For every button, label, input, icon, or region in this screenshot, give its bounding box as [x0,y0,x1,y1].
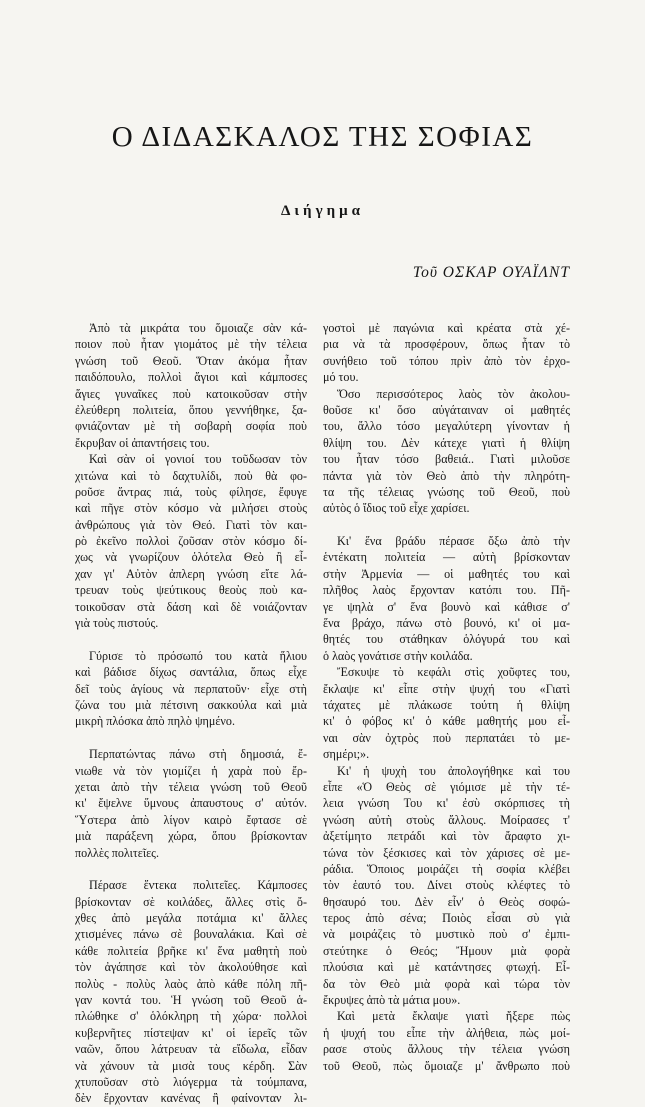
text-line: νὰ χάνουν τὰ μισὰ τους κέρδη. Σὰν [75,1058,307,1073]
text-line: γε ψηλὰ σ' ἕνα βουνὸ καὶ κάθισε σ' [323,599,570,614]
text-line: ἔκλαψε κι' εἶπε στὴν ψυχή του «Γιατὶ [323,681,570,696]
text-line: τρευαν τοὺς ψεύτικους θεοὺς ποὺ κα- [75,583,307,598]
text-line: ἀνθρώπους γιὰ τὸν Θεό. Γιατὶ τὸν και- [75,517,307,532]
text-line: ποιον ποὺ ἦταν γιομάτος μὲ τὴν τέλεια [75,337,307,352]
text-line: χθες ἀπὸ μεγάλα ποτάμια κι' ἄλλες [75,911,307,926]
text-line: ἀξετίμητο πετράδι καὶ τὸν ἄραφτο χι- [323,829,570,844]
text-line: ναῶν, ὅπου λάτρευαν τὰ εἴδωλα, εἶδαν [75,1042,307,1057]
text-line: τοῦ Θεοῦ, πὼς ὅμοιαζε μ' ἄνθρωπο ποὺ [323,1058,570,1073]
text-line: ἕνα βράχο, πάνω στὸ βουνό, κι' οἱ μα- [323,616,570,631]
text-line: φνιάζονταν μὲ τὴ σοβαρὴ σοφία ποὺ [75,419,307,434]
text-line: ἅγιες γυναῖκες ποὺ κατοικοῦσαν στὴν [75,386,307,401]
text-line: Καὶ μετὰ ἔκλαψε γιατὶ ἤξερε πὼς [337,1009,570,1024]
text-line [75,631,307,647]
text-line: ζώνα του μιὰ πέτσινη σακκούλα καὶ μιὰ [75,697,307,712]
text-line: στεύτηκε ὁ Θεός; Ἤμουν μιὰ φορὰ [323,943,570,958]
text-line: Κι' ἕνα βράδυ πέρασε ὄξω ἀπὸ τὴν [337,534,570,549]
text-line: του, ἄλλο τόσο μεγαλύτερη γίνονταν ἡ [323,419,570,434]
text-line: Καὶ σὰν οἱ γονιοί του τοῦδωσαν τὸν [89,452,307,467]
text-line: τὸν ἀγάπησε καὶ τὸν ἀκολούθησε καὶ [75,960,307,975]
text-line: χεται ἀπὸ τὴν τέλεια γνώση τοῦ Θεοῦ [75,779,307,794]
text-line: ἔκρυψες ἀπὸ τὰ μάτια μου». [323,993,461,1008]
author-byline: Τοῦ ΟΣΚΑΡ ΟΥΑΪΛΝΤ [412,264,570,281]
text-line: παιδόπουλο, πολλοὶ ἅγιοι καὶ κάμποσες [75,370,307,385]
text-line: τα τῆς τέλειας γνώσης τοῦ Θεοῦ, ποὺ [323,484,570,499]
text-line: ρὸ ἐκεῖνο πολλοὶ ζοῦσαν στὸν κόσμο δί- [75,534,307,549]
text-line: βρίσκονταν σὲ κοιλάδες, ἄλλες στὶς ὄ- [75,894,307,909]
text-line: κυβερνῆτες πίστεψαν κι' οἱ ἱερεῖς τῶν [75,1025,307,1040]
text-line: πάντα γιὰ τὸν Θεὸ ἀπὸ τὴν πληρότη- [323,468,570,483]
text-line: κι' ἔψελνε ὕμνους ἀπαυστους σ' αὐτόν. [75,796,307,811]
text-line: τώνα τὸν ξέσκισες καὶ τὸν χάρισες σὲ με- [323,845,570,860]
text-line [75,861,307,877]
text-line: του ἦταν τόσο βαθειά.. Γιατὶ μιλοῦσε [323,452,570,467]
text-line: Πέρασε ἕντεκα πολιτεῖες. Κάμποσες [89,878,307,893]
text-line: Ἔσκυψε τὸ κεφάλι στὶς χοῦφτες του, [337,665,570,680]
text-line: σημέρι;». [323,747,370,762]
text-line: εἶπε «Ὁ Θεὸς σὲ γιόμισε μὲ τὴν τέ- [323,779,570,794]
text-line: δεῖ τοὺς ἁγίους νὰ περπατοῦν· εἶχε στὴ [75,681,307,696]
text-line: καὶ πῆγε στὸν κόσμο νὰ μιλήσει στοὺς [75,501,307,516]
text-line: καὶ βάδισε δίχως σαντάλια, ὅπως εἶχε [75,665,307,680]
text-line: χτυποῦσαν στὸ λιόγερμα τὰ τούμπανα, [75,1074,307,1089]
text-line: συνήθειο τοῦ τόπου πρὶν ἀπὸ τὸν ἐρχο- [323,353,570,368]
text-line: κάθε πολιτεία βρῆκε κι' ἕνα μαθητὴ ποὺ [75,943,307,958]
text-line: χως νὰ γνωρίζουν ὁλότελα Θεὸ ἢ εἶ- [75,550,307,565]
text-line: λεια γνώση Του κι' ἐσὺ σκόρπισες τὴ [323,796,570,811]
text-line: ἡ ψυχή του εἶπε τὴν ἀλήθεια, πὼς μοί- [323,1025,570,1040]
text-line: τοικοῦσαν στὰ δάση καὶ δὲ νοιάζονταν [75,599,307,614]
text-line: ράδια. Ὅποιος μοιράζει τὴ σοφία κλέβει [323,861,570,876]
text-line: τὸν ἑαυτό του. Δίνει στοὺς κλέφτες τὸ [323,878,570,893]
text-line: θλίψη του. Δὲν κάτεχε γιατὶ ἡ θλίψη [323,435,570,450]
text-line: ὁ λαὸς γονάτισε στὴν κοιλάδα. [323,648,473,663]
text-line: πλώθηκε σ' ὁλόκληρη τὴ χώρα· πολλοὶ [75,1009,307,1024]
text-line: γαν κοντά του. Ἡ γνώση τοῦ Θεοῦ ἁ- [75,993,307,1008]
text-line: θοῦσε κι' ὅσο αὐγάταιναν οἱ μαθητές [323,402,570,417]
text-line: χαν γι' Αὐτὸν ἀπλερη γνώση εἴτε λά- [75,566,307,581]
text-line [323,517,570,533]
text-line [75,730,307,746]
text-line: ρασε στοὺς ἄλλους τὴν τέλεια γνώση [323,1042,570,1057]
text-line: πλῆθος λαὸς ἔρχονταν κατόπι του. Πῆ- [323,583,570,598]
text-line: θησαυρό του. Δὲν εἶν' ὁ Θεὸς σοφώ- [323,894,570,909]
text-line: χτισμένες πάνω σὲ βουναλάκια. Καὶ σὲ [75,927,307,942]
text-line: ναι σὰν ὀχτρὸς ποὺ περπατάει τὸ με- [323,730,570,745]
text-line: ἐλεύθερη πολιτεία, ὅπου γεννήθηκε, ξα- [75,402,307,417]
article-subtitle: Διήγημα [281,203,364,219]
text-line: θητές του στάθηκαν ὁλόγυρά του καὶ [323,632,570,647]
text-line: Κι' ἡ ψυχὴ του ἀπολογήθηκε καὶ του [337,763,570,778]
text-line: μό του. [323,370,359,385]
text-line: γνώση τοῦ Θεοῦ. Ὅταν ἀκόμα ἦταν [75,353,307,368]
text-line: δὲν ἔρχονταν κανένας ἢ φαίνονταν λι- [75,1091,307,1106]
text-line: μιὰ παράξενη χώρα, ὅπου βρίσκονταν [75,829,307,844]
text-line: Ὕστερα ἀπὸ λίγον καιρὸ ἔφτασε σὲ [75,812,307,827]
article-title: Ο ΔΙΔΑΣΚΑΛΟΣ ΤΗΣ ΣΟΦΙΑΣ [111,121,534,153]
text-line: γοστοὶ μὲ παγώνια καὶ κρέατα στὰ χέ- [323,321,570,335]
text-line: νὰ μοιράζεις τὸ μυστικὸ ποὺ σ' ἐμπι- [323,927,570,942]
text-line: στὴν Ἀρμενία — οἱ μαθητές του καὶ [323,566,570,581]
text-line: Περπατώντας πάνω στὴ δημοσιά, ἔ- [89,747,307,762]
text-line: γνώση αὐτὴ στοὺς ἄλλους. Μοίρασες τ' [323,812,570,827]
text-line: ἑντέκατη πολιτεία — αὐτὴ βρίσκονταν [323,550,570,565]
text-line: ροῦσε ἄντρας πιά, τοὺς φίλησε, ἔφυγε [75,484,307,499]
text-line: δα τὸν Θεὸ μιὰ φορὰ καὶ τώρα τὸν [323,976,570,991]
text-line: τερος ἀπὸ σένα; Ποιὸς εἶσαι σὺ γιὰ [323,911,570,926]
text-column-right [323,320,570,1074]
text-line: Ἀπὸ τὰ μικράτα του ὅμοιαζε σὰν κά- [89,321,307,335]
text-line: τάχατες μὲ πλάκωσε τούτη ἡ θλίψη [323,697,570,712]
text-line: νιωθε νὰ τὸν γιομίζει ἡ χαρὰ ποὺ ἔρ- [75,763,307,778]
text-line: μικρὴ πλόσκα ἀπὸ πηλὸ ψημένο. [75,714,235,729]
text-line: Γύρισε τὸ πρόσωπό του κατὰ ἥλιου [89,648,307,663]
text-line: πλούσια καὶ μὲ κατάντησες φτωχή. Εἶ- [323,960,570,975]
text-line: αὐτὸς ὁ ἴδιος τοῦ εἶχε χαρίσει. [323,501,470,516]
text-line: κι' ὁ φόβος κι' ὁ κάθε μαθητής μου εἶ- [323,714,570,729]
text-line: ρια νὰ τὰ προσφέρουν, ὅπως ἦταν τὸ [323,337,570,352]
text-column-left [75,320,307,1107]
text-line: Ὅσο περισσότερος λαὸς τὸν ἀκολου- [337,386,570,401]
text-line: πολὺς - πολὺς λαὸς ἀπὸ κάθε πόλη πῆ- [75,976,307,991]
text-line: ἔκρυβαν οἱ ἀπαντήσεις του. [75,435,210,450]
text-line: πολλὲς πολιτεῖες. [75,845,159,860]
text-line: γιὰ τοὺς πιστούς. [75,616,159,631]
text-line: χιτώνα καὶ τὸ δαχτυλίδι, ποὺ θὰ φο- [75,468,307,483]
